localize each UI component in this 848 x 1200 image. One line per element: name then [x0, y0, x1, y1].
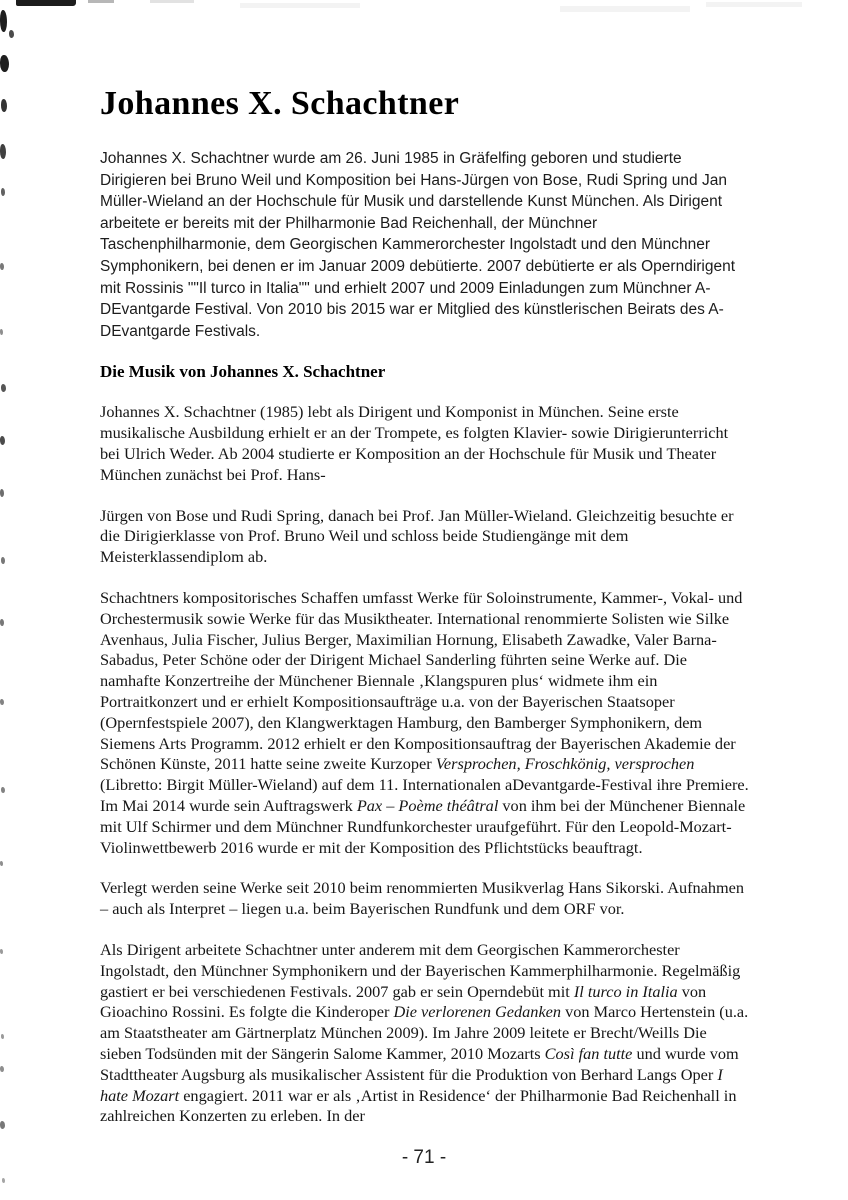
scan-speck [9, 30, 14, 38]
text-run: Verlegt werden seine Werke seit 2010 beim renommierten Musikverlag Hans Sikorski. Aufnahmen – auch als Interpret – liegen u.a. beim Bayerischen Rundfunk und dem ORF vor. [100, 878, 745, 919]
paragraph [100, 878, 750, 920]
text-run: von Gioachino Rossini. Es folgte die Kinderoper [100, 981, 707, 1022]
scan-speck [0, 144, 6, 159]
scan-speck [1, 787, 5, 793]
work-title-italic: Die verlorenen Gedanken [393, 1002, 562, 1022]
scan-speck [560, 6, 690, 12]
text-run: Johannes X. Schachtner (1985) lebt als Dirigent und Komponist in München. Seine erste musikalische Ausbildung erhielt er an der Trompete, es folgten Klavier- sowie Dirigierunterricht bei Ulrich Weder. Ab 2004 studierte er Komposition an der Hochschule für Musik und Theater München zunächst bei Prof. Hans- [100, 402, 729, 484]
page-title: Johannes X. Schachtner [100, 85, 460, 122]
scan-speck [0, 329, 3, 335]
body-paragraphs [100, 402, 750, 1127]
scan-speck [0, 619, 4, 626]
scan-speck [0, 1121, 5, 1129]
scan-speck [88, 0, 114, 3]
text-run: Als Dirigent arbeitete Schachtner unter anderem mit dem Georgischen Kammerorchester Ingolstadt, den Münchner Symphonikern und der Bayerischen Kammerphilharmonie. Regelmäßig gastiert er bei verschiedenen Festivals. 2007 gab er sein Operndebüt mit [100, 939, 741, 1001]
text-run: Jürgen von Bose und Rudi Spring, danach bei Prof. Jan Müller-Wieland. Gleichzeitig besuchte er die Dirigierklasse von Prof. Bruno Weil und schloss beide Studiengänge mit dem Meisterklassendiplom ab. [100, 505, 734, 567]
scan-speck [0, 861, 3, 866]
paragraph [100, 506, 750, 568]
scan-speck [16, 0, 76, 6]
scan-speck [0, 699, 4, 705]
page-number: - 71 - [401, 1147, 447, 1168]
paragraph [100, 940, 750, 1127]
scan-speck [706, 2, 802, 7]
scan-speck [150, 0, 194, 3]
scan-speck [1, 99, 7, 112]
scan-speck [0, 489, 4, 497]
scan-speck [240, 3, 360, 8]
text-run: von Marco Hertenstein (u.a. am Staatstheater am Gärtnerplatz München 2009). Im Jahre 2009 leitete er Brecht/Weills Die sieben Todsünden mit der Sängerin Salome Kammer, 2010 Mozarts [100, 1002, 749, 1063]
work-title-italic: Così fan tutte [544, 1043, 633, 1063]
scan-speck [1, 188, 5, 196]
text-run: Schachtners kompositorisches Schaffen umfasst Werke für Soloinstrumente, Kammer-, Vokal- und Orchestermusik sowie Werke für das Musiktheater. International renommierte Solisten wie Silke Avenhaus, Julia Fischer, Julius Berger, Maximilian Hornung, Elisabeth Zawadke, Valer Barna-Sabadus, Peter Schöne oder der Dirigent Michael Sanderling führten seine Werke auf. Die namhafte Konzertreihe der Münchener Biennale ‚Klangspuren plus‘ widmete ihm ein Portraitkonzert und er erhielt Kompositionsaufträge u.a. von der Bayerischen Staatsoper (Opernfestspiele 2007), den Klangwerktagen Hamburg, den Bamberger Symphonikern, dem Siemens Arts Programm. 2012 erhielt er den Kompositionsauftrag der Bayerischen Akademie der Schönen Künste, 2011 hatte seine zweite Kurzoper [100, 588, 743, 774]
scan-speck [1, 384, 6, 392]
intro-paragraph: Johannes X. Schachtner wurde am 26. Juni 1985 in Gräfelfing geboren und studierte Dirigieren bei Bruno Weil und Komposition bei Hans-Jürgen von Bose, Rudi Spring und Jan Müller-Wieland an der Hochschule für Musik und darstellende Kunst München. Als Dirigent arbeitete er bereits mit der Philharmonie Bad Reichenhall, der Münchner Taschenphilharmonie, dem Georgischen Kammerorchester Ingolstadt und den Münchner Symphonikern, bei denen er im Januar 2009 debütierte. 2007 debütierte er als Operndirigent mit Rossinis ""Il turco in Italia"" und erhielt 2007 und 2009 Einladungen zum Münchner A-DEvantgarde Festival. Von 2010 bis 2015 war er Mitglied des künstlerischen Beirats des A-DEvantgarde Festivals. [100, 150, 736, 340]
work-title-italic: I hate Mozart [100, 1064, 723, 1105]
work-title-italic: Versprochen, Froschkönig, versprochen [435, 754, 695, 774]
text-run: von ihm bei der Münchener Biennale mit Ulf Schirmer und dem Münchner Rundfunkorchester uraufgeführt. Für den Leopold-Mozart-Violinwettbewerb 2016 wurde er mit der Komposition des Pflichtstücks beauftragt. [100, 795, 746, 857]
text-run: engagiert. 2011 war er als ‚Artist in Residence‘ der Philharmonie Bad Reichenhall in zahlreichen Konzerten zu erleben. In der [100, 1085, 737, 1126]
page-content [100, 84, 750, 1147]
work-title-italic: Pax – Poème théâtral [356, 795, 499, 815]
scan-speck [1, 1034, 4, 1039]
scan-speck [0, 1066, 4, 1072]
scan-speck [1, 557, 5, 564]
section-heading: Die Musik von Johannes X. Schachtner [100, 362, 386, 382]
paragraph [100, 402, 750, 485]
scan-speck [0, 949, 3, 954]
scan-speck [2, 1178, 5, 1183]
work-title-italic: Il turco in Italia [573, 981, 678, 1001]
scan-speck [0, 263, 4, 270]
scan-speck [0, 10, 7, 32]
text-run: (Libretto: Birgit Müller-Wieland) auf dem 11. Internationalen aDevantgarde-Festival ihre Premiere. Im Mai 2014 wurde sein Auftragswerk [100, 775, 749, 815]
scan-speck [0, 55, 9, 72]
scan-speck [0, 436, 5, 445]
paragraph [100, 588, 750, 858]
text-run: und wurde vom Stadttheater Augsburg als musikalischer Assistent für die Produktion von Berhard Langs Oper [100, 1043, 739, 1084]
